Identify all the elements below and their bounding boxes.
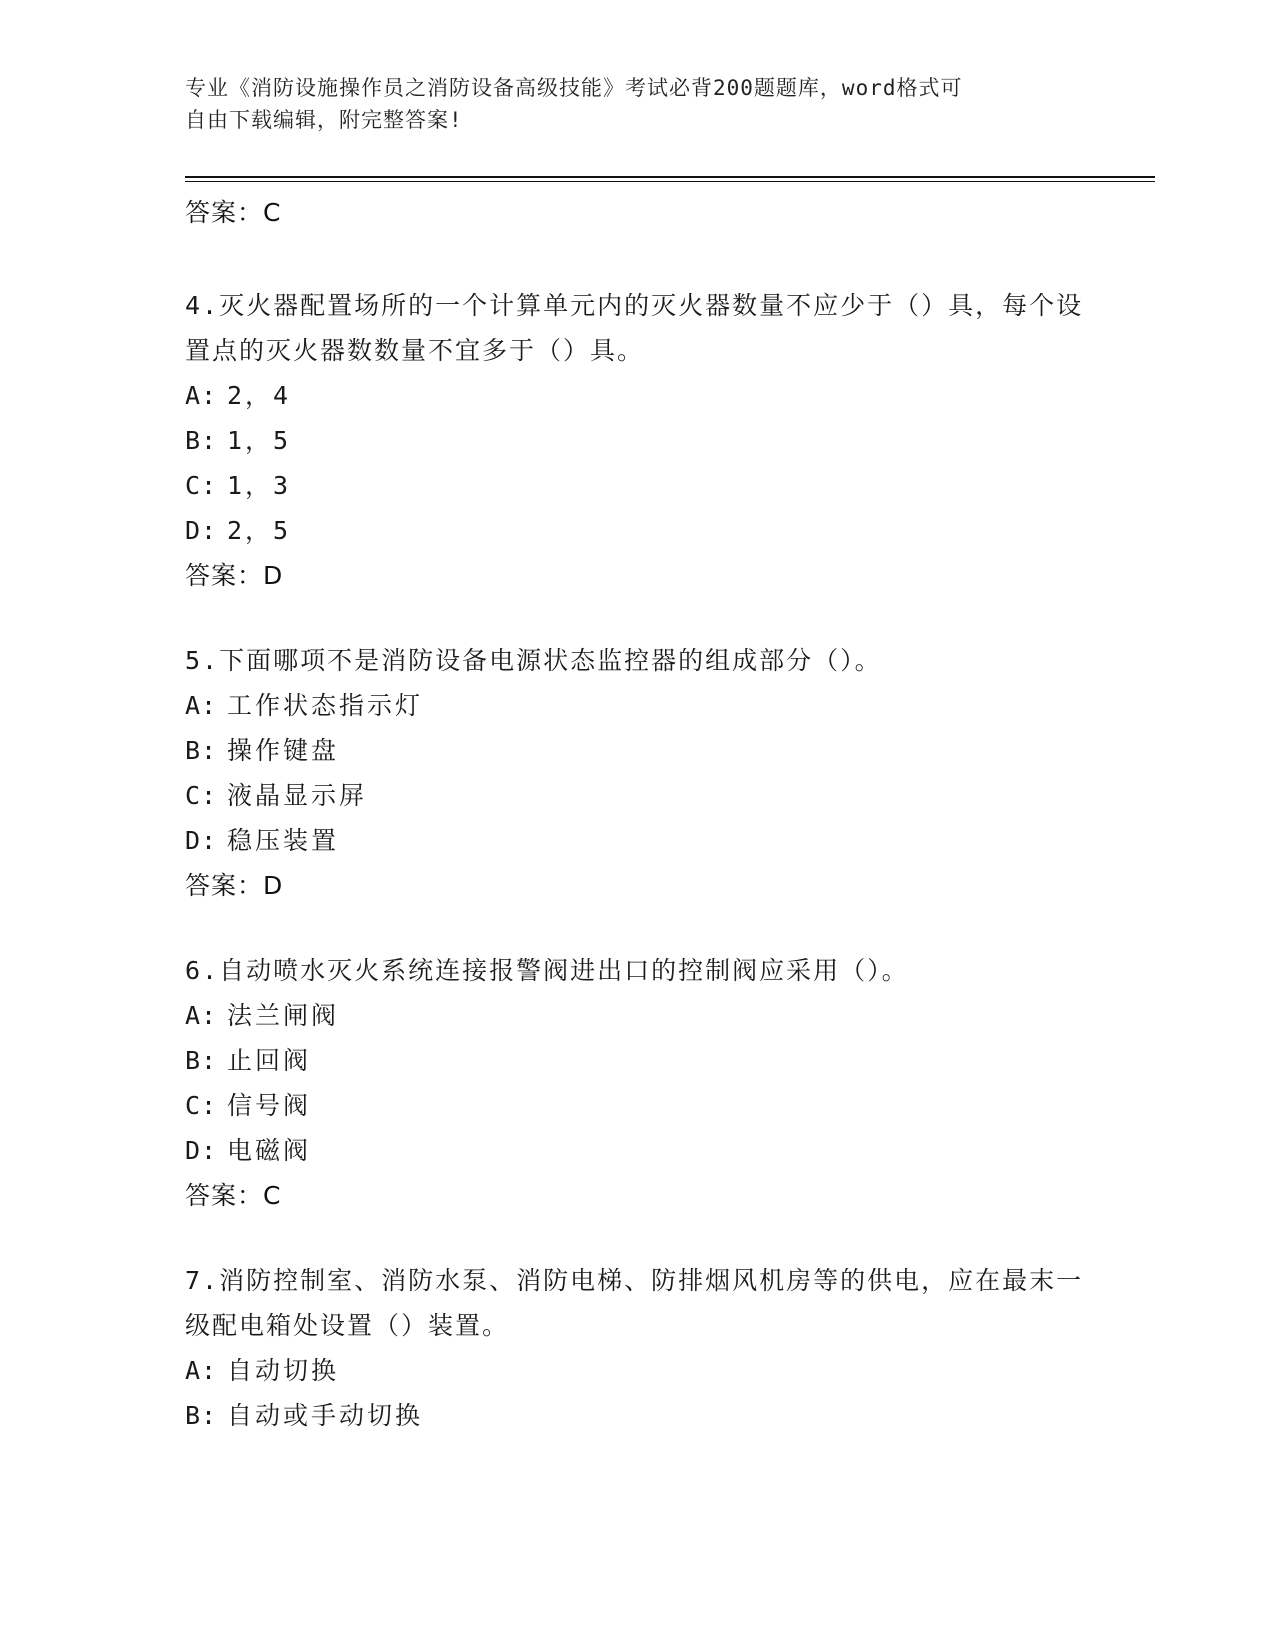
option-c bbox=[185, 1083, 1085, 1128]
question-stem: 6.自动喷水灭火系统连接报警阀进出口的控制阀应采用（）。 bbox=[185, 956, 909, 985]
option-b bbox=[185, 418, 1085, 463]
document-header bbox=[185, 72, 1075, 136]
option-letter: B: bbox=[185, 736, 218, 765]
option-b bbox=[185, 728, 1085, 773]
answer-line: 答案：C bbox=[185, 1181, 282, 1210]
option-text: 1，3 bbox=[227, 471, 292, 500]
header-divider-thick bbox=[185, 176, 1155, 178]
option-text: 2，4 bbox=[227, 381, 292, 410]
question-stem: 7.消防控制室、消防水泵、消防电梯、防排烟风机房等的供电，应在最末一级配电箱处设置（）装置。 bbox=[185, 1266, 1084, 1340]
option-letter: B: bbox=[185, 1401, 218, 1430]
option-letter: B: bbox=[185, 1046, 218, 1075]
option-text: 法兰闸阀 bbox=[227, 1001, 340, 1030]
option-letter: C: bbox=[185, 471, 218, 500]
option-a bbox=[185, 683, 1085, 728]
question-5 bbox=[185, 638, 1085, 908]
option-letter: D: bbox=[185, 516, 218, 545]
header-line-2: 自由下载编辑，附完整答案! bbox=[185, 108, 463, 132]
option-a bbox=[185, 373, 1085, 418]
option-letter: A: bbox=[185, 381, 218, 410]
question-7 bbox=[185, 1258, 1085, 1438]
option-text: 2，5 bbox=[227, 516, 292, 545]
option-text: 1，5 bbox=[227, 426, 292, 455]
answer-line: 答案：C bbox=[185, 198, 282, 227]
option-letter: A: bbox=[185, 691, 218, 720]
option-d bbox=[185, 508, 1085, 553]
option-b bbox=[185, 1393, 1085, 1438]
option-text: 工作状态指示灯 bbox=[227, 691, 424, 720]
option-b bbox=[185, 1038, 1085, 1083]
option-letter: A: bbox=[185, 1001, 218, 1030]
option-text: 电磁阀 bbox=[227, 1136, 312, 1165]
option-text: 自动或手动切换 bbox=[227, 1401, 424, 1430]
question-4 bbox=[185, 283, 1085, 598]
question-stem: 4.灭火器配置场所的一个计算单元内的灭火器数量不应少于（）具，每个设置点的灭火器数数量不宜多于（）具。 bbox=[185, 291, 1084, 365]
option-c bbox=[185, 773, 1085, 818]
header-divider-thin bbox=[185, 181, 1155, 182]
option-d bbox=[185, 818, 1085, 863]
option-c bbox=[185, 463, 1085, 508]
question-stem: 5.下面哪项不是消防设备电源状态监控器的组成部分（）。 bbox=[185, 646, 882, 675]
option-a bbox=[185, 993, 1085, 1038]
option-text: 信号阀 bbox=[227, 1091, 312, 1120]
option-a bbox=[185, 1348, 1085, 1393]
option-letter: C: bbox=[185, 1091, 218, 1120]
option-text: 液晶显示屏 bbox=[227, 781, 368, 810]
header-line-1: 专业《消防设施操作员之消防设备高级技能》考试必背200题题库，word格式可 bbox=[185, 76, 963, 100]
option-letter: D: bbox=[185, 1136, 218, 1165]
answer-line: 答案：D bbox=[185, 871, 284, 900]
question-list bbox=[185, 190, 1085, 1438]
option-d bbox=[185, 1128, 1085, 1173]
option-letter: C: bbox=[185, 781, 218, 810]
option-letter: A: bbox=[185, 1356, 218, 1385]
option-letter: D: bbox=[185, 826, 218, 855]
option-letter: B: bbox=[185, 426, 218, 455]
option-text: 稳压装置 bbox=[227, 826, 340, 855]
option-text: 止回阀 bbox=[227, 1046, 312, 1075]
option-text: 操作键盘 bbox=[227, 736, 340, 765]
option-text: 自动切换 bbox=[227, 1356, 340, 1385]
answer-line: 答案：D bbox=[185, 561, 284, 590]
question-6 bbox=[185, 948, 1085, 1218]
